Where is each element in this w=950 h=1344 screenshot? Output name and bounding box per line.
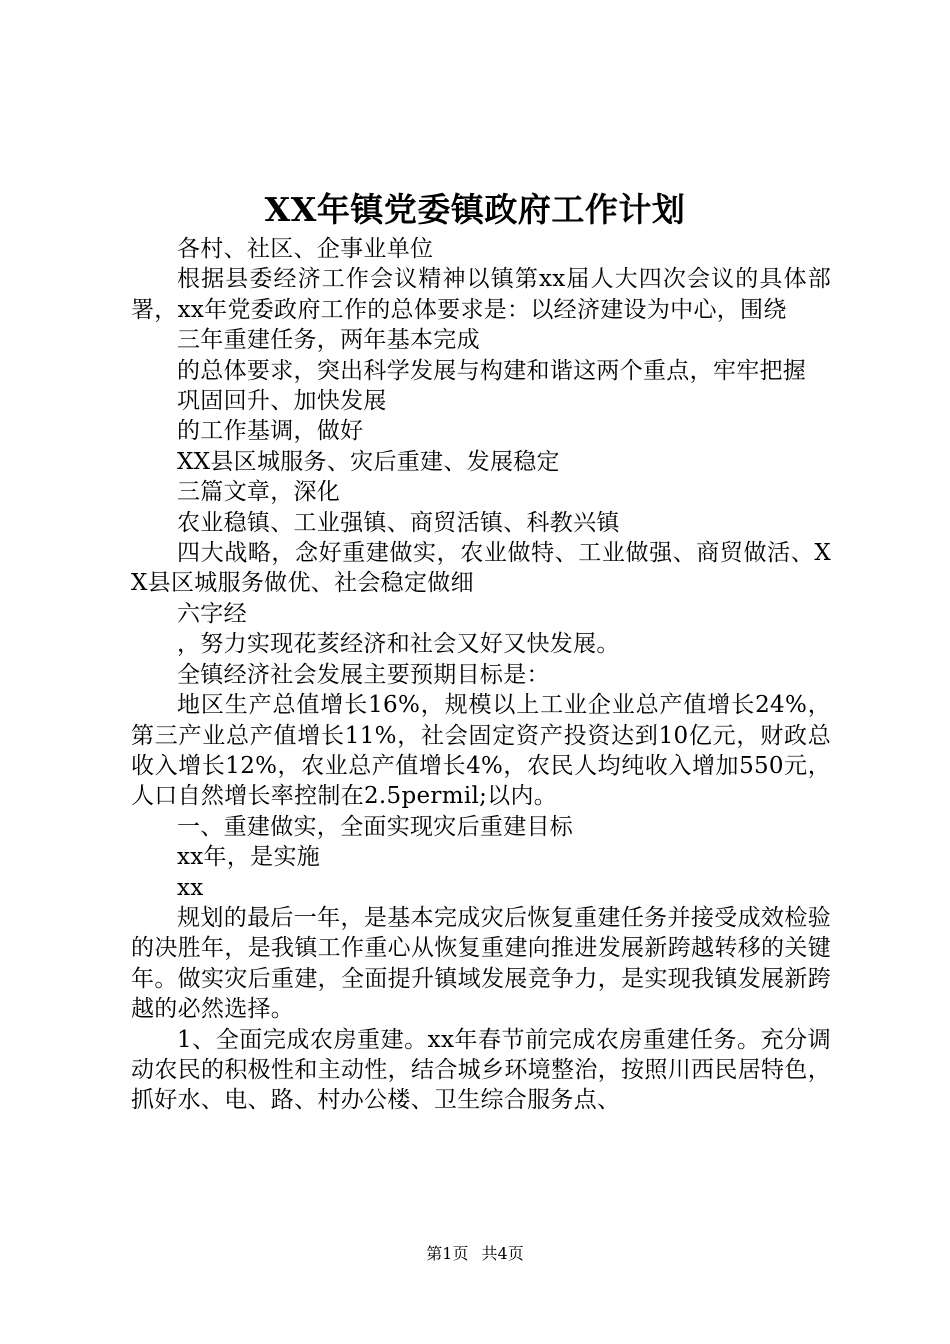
paragraph: 根据县委经济工作会议精神以镇第xx届人大四次会议的具体部署，xx年党委政府工作的总体要求是：以经济建设为中心，围绕 [131,266,831,323]
paragraph: 巩固回升、加快发展 [177,388,387,415]
paragraph: 地区生产总值增长16%，规模以上工业企业总产值增长24%，第三产业总产值增长11%，社会固定资产投资达到10亿元，财政总收入增长12%，农业总产值增长4%，农民人均纯收入增加550元，人口自然增长率控制在2.5permil;以内。 [131,692,831,810]
paragraph: 三年重建任务，两年基本完成 [177,327,480,354]
paragraph: 全镇经济社会发展主要预期目标是： [177,661,550,688]
paragraph: xx [177,874,204,901]
section-heading: 一、重建做实，全面实现灾后重建目标 [177,813,574,840]
paragraph: 规划的最后一年，是基本完成灾后恢复重建任务并接受成效检验的决胜年，是我镇工作重心从恢复重建向推进发展新跨越转移的关键年。做实灾后重建，全面提升镇域发展竞争力，是实现我镇发展新跨越的必然选择。 [131,904,831,1023]
paragraph: 1、全面完成农房重建。xx年春节前完成农房重建任务。充分调动农民的积极性和主动性，结合城乡环境整治，按照川西民居特色，抓好水、电、路、村办公楼、卫生综合服务点、 [131,1026,831,1114]
paragraph: 六字经 [177,600,247,627]
paragraph: 农业稳镇、工业强镇、商贸活镇、科教兴镇 [177,509,620,536]
paragraph: XX县区城服务、灾后重建、发展稳定 [177,448,560,475]
paragraph: ，努力实现花荄经济和社会又好又快发展。 [177,631,620,658]
page-total: 共4页 [481,1244,524,1263]
document-body [131,234,831,1116]
paragraph: 四大战略，念好重建做实，农业做特、工业做强、商贸做活、XX县区城服务做优、社会稳定做细 [131,540,831,597]
paragraph: xx年，是实施 [177,844,321,871]
document-title: XX年镇党委镇政府工作计划 [264,190,686,229]
paragraph: 各村、社区、企事业单位 [177,236,434,262]
paragraph: 的工作基调，做好 [177,418,364,445]
paragraph: 三篇文章，深化 [177,479,341,506]
page-number: 第1页 [426,1244,469,1263]
page-footer [0,1243,950,1265]
paragraph: 的总体要求，突出科学发展与构建和谐这两个重点，牢牢把握 [177,357,807,384]
